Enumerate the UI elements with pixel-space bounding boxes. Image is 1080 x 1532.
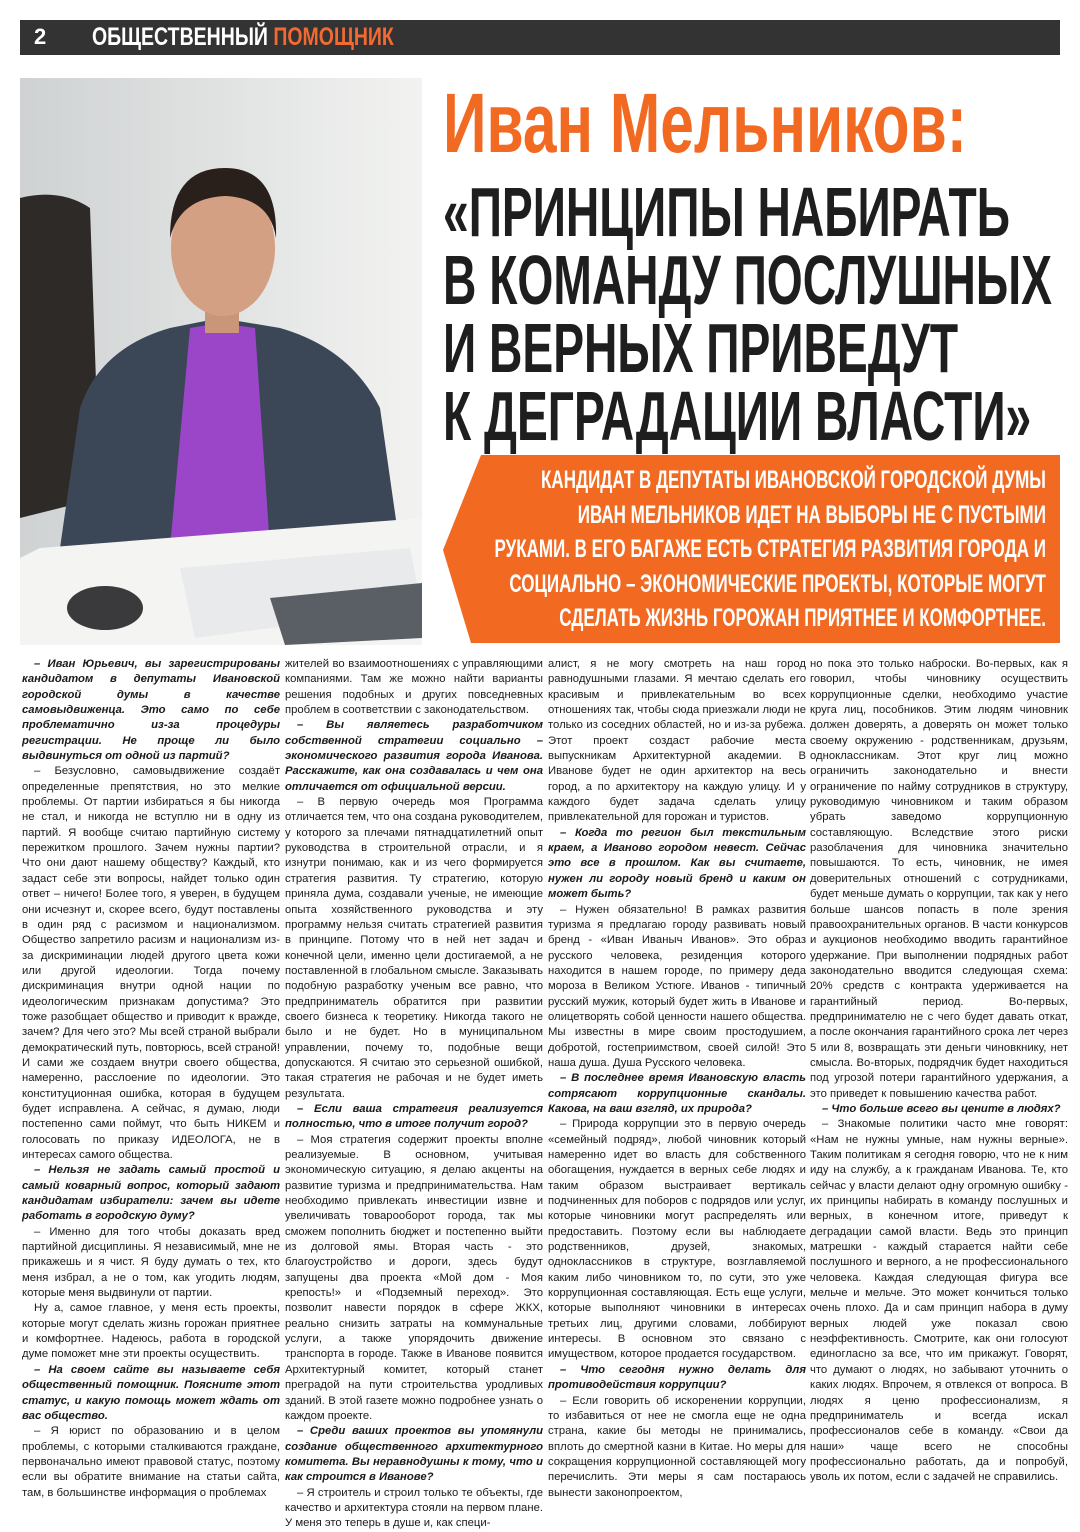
interview-answer: Ну а, самое главное, у меня есть проекты, которые могут сделать жизнь горожан приятнее и комфортнее. Надеюсь, работа в городской думе поможет мне эти проекты осуществить. [22,1302,280,1361]
headline-name: Иван Мельников: [443,76,967,170]
section-title-word1: ОБЩЕСТВЕННЫЙ [92,23,268,51]
interview-answer: – Безусловно, самовыдвижение создаёт определенные препятствия, но это мелкие проблемы. От партии избираться я бы никогда не стал, и никогда не вступлю ни в одну из партий. Я вообще считаю партийную систему пережитком прошлого. Зачем нужны партии? Что они дают нашему обществу? Каждый, кто задаст себе эти вопросы, найдет только один ответ – ничего! Более того, я уверен, в будущем они исчезнут и, скорее всего, будут поставлены в один ряд с расизмом и национализмом. Общество запретило расизм и национализм из-за дискриминации людей другого цвета кожи или другой идеологии. Тогда почему дискриминация внутри одной нации по идеологическим признакам допустима? Это тоже разобщает общество и приводит к вражде, зачем? Для чего это? Мы всей страной выбрали демократический путь, повторюсь, всей страной! И сами же создаем внутри своего общества, намеренно, расслоение по идеологии. Это конституционная ошибка, которая в будущем будет исправлена. А сейчас, я думаю, люди постепенно сами поймут, что быть НИКЕМ и голосовать по приказу ИДЕОЛОГА, не в интересах самого общества. [22,765,280,1161]
interview-question: – Нельзя не задать самый простой и самый коварный вопрос, который задают кандидатам избиратели: зачем вы идете работать в городскую думу? [22,1164,280,1223]
interview-question: – В последнее время Ивановскую власть сотрясают коррупционные скандалы. Какова, на ваш взгляд, их природа? [548,1072,806,1115]
interview-answer: – В первую очередь моя Программа отличается тем, что она создана руководителем, у которого за плечами пятнадцатилетний опыт руководства в строительной отрасли, и я изнутри понимаю, как и из чего формируется стратегия развития. Ту стратегию, которую приняла дума, создавали ученые, не имеющие опыта хозяйственного руководства и эту программу нельзя считать стратегией развития в принципе. Потому что в ней нет задач и конечной цели, именно цели достигаемой, а не поставленной в глобальном смысле. Заказывать подобную разработку ученым все равно, что предприниматель обратится при развитии своего бизнеса к теоретику. Никогда такого не было и не будет. Но в муниципальном управлении, почему то, подобные вещи допускаются. Я считаю это серьезной ошибкой, такая стратегия не рабочая и не будет иметь результата. [285,796,543,1100]
interview-answer: – Природа коррупции это в первую очередь «семейный подряд», любой чиновник который намеренно идет во власть для собственного обогащения, нуждается в верных себе людях и таким образом выстраивает вертикаль подчиненных для поборов с подрядов или услуг, которые чиновники могут распределять или предоставить. Поэтому если вы наблюдаете родственников, друзей, знакомых, одноклассников в структуре, возглавляемой каким либо чиновником то, по сути, это уже коррупционная составляющая. Есть еще услуги, которые выполняют чиновники в интересах третьих лиц, другими словами, лоббируют интересы. В основном это связано с имуществом, которое продается государством. [548,1118,806,1361]
interview-question: – Что больше всего вы цените в людях? [822,1102,1061,1115]
lead-line: РУКАМИ. В ЕГО БАГАЖЕ ЕСТЬ СТРАТЕГИЯ РАЗВИТИЯ ГОРОДА И [494,535,1046,563]
interview-question: – Вы являетесь разработчиком собственной стратегии социально – экономического развития города Иванова. Расскажите, как она создавалась и чем она отличается от официальной версии. [285,719,543,793]
section-title-word2: ПОМОЩНИК [273,23,394,51]
lead-line: КАНДИДАТ В ДЕПУТАТЫ ИВАНОВСКОЙ ГОРОДСКОЙ ДУМЫ [541,466,1046,494]
interview-answer: – Моя стратегия содержит проекты вполне реализуемые. В основном, учитывая экономическую ситуацию, я делаю акценты на развитие туризма и предпринимательства. Нам необходимо привлекать инвестиции извне и увеличивать товарооборот города, так мы сможем пополнить бюджет и постепенно выйти из долговой ямы. Вторая часть - это благоустройство и дороги, здесь будут запущены два проекта «Мой дом - Моя крепость!» и «Подземный переход». Это позволит навести порядок в сфере ЖКХ, реально снизить затраты на коммунальные услуги, а также упорядочить движение транспорта в городе. Также в Иванове появится Архитектурный комитет, который станет преградой на пути строительства уродливых зданий. В этой газете можно подробнее узнать о каждом проекте. [285,1133,543,1422]
headline-quote-line: В КОМАНДУ ПОСЛУШНЫХ [443,241,1052,319]
interview-answer: жителей во взаимоотношениях с управляющими компаниями. Там же можно найти варианты решения подобных и других повседневных проблем в соответствии с законодательством. [285,658,543,717]
interview-answer: алист, я не могу смотреть на наш город равнодушными глазами. Я мечтаю сделать его красивым и привлекательным во всех отношениях так, чтобы сюда приезжали люди не только из соседних областей, но и из-за рубежа. Этот проект создаст рабочие места выпускникам Архитектурной академии. В Иванове будет не один архитектор на весь город, а по архитектору на каждую улицу. И у каждого будет задача сделать улицу привлекательной для горожан и туристов. [548,658,806,824]
interview-question: – Иван Юрьевич, вы зарегистрированы кандидатом в депутаты Ивановской городской думы в качестве самовыдвиженца. Это само по себе проблематично из-за процедуры регистрации. Не проще ли было выдвинуться от одной из партий? [22,658,280,763]
interview-question: – Что сегодня нужно делать для противодействия коррупции? [548,1363,806,1392]
section-title [92,23,394,52]
headline-quote-line: И ВЕРНЫХ ПРИВЕДУТ [443,309,959,387]
interview-answer: – Я строитель и строил только те объекты, где качество и архитектура стояли на первом плане. У меня это теперь в душе и, как специ- [285,1486,543,1530]
computer-mouse [67,586,143,630]
article-column-1 [22,657,280,1505]
interview-answer: – Знакомые политики часто мне говорят: «Нам не нужны умные, нам нужны верные». Таким политикам я сегодня говорю, что не к ним иду на службу, а к гражданам Иванова. Те, кто сейчас у власти делают одну огромную ошибку - их принципы набирать в команду послушных и верных, в конечном итоге, приведут к деградации самой власти. Ведь это принцип матрешки - каждый старается найти себе послушного и верного, а не профессионального человека. Каждая следующая фигура все мельче и мельче. Это может кончиться только очень плохо. Да и сам принцип набора в думу верных людей уже показал свою неэффективность. Смотрите, как они голосуют единогласно за все, что им прикажут. Говорят, что думают о людях, но забывают уточнить о каких людях. Впрочем, я отвлекся от вопроса. В людях я ценю профессионализм, я предприниматель и всегда искал профессионалов себе в команду. «Свои да наши» чаще всего не способны профессионально работать, да и попробуй, уволь их потом, если с задачей не справились. [810,1118,1068,1484]
interview-question: – На своем сайте вы называете себя общественный помощник. Поясните этот статус, и какую помощь может ждать от вас общество. [22,1363,280,1422]
headline-quote-line: К ДЕГРАДАЦИИ ВЛАСТИ» [443,377,1032,455]
interview-question: – Если ваша стратегия реализуется полностью, что в итоге получит город? [285,1102,543,1131]
interview-question: – Среди ваших проектов вы упомянули создание общественного архитектурного комитета. Вы неравнодушны к тому, что и как строится в Иванове? [285,1425,543,1484]
page-number: 2 [34,24,47,49]
article-column-2 [285,657,543,1530]
lead-box [443,455,1060,643]
article-column-3 [548,657,806,1505]
lead-line: СОЦИАЛЬНО – ЭКОНОМИЧЕСКИЕ ПРОЕКТЫ, КОТОРЫЕ МОГУТ [509,569,1047,598]
lead-line: ИВАН МЕЛЬНИКОВ ИДЕТ НА ВЫБОРЫ НЕ С ПУСТЫМИ [577,500,1046,529]
article-column-4 [810,657,1068,1505]
section-header-bar [20,20,1060,55]
headline-quote-line: «ПРИНЦИПЫ НАБИРАТЬ [443,173,1010,251]
interview-question: – Когда то регион был текстильным краем, а Иваново городом невест. Сейчас это все в прошлом. Как вы считаете, нужен ли городу новый бренд и каким он может быть? [548,826,806,901]
interview-answer: – Именно для того чтобы доказать вред партийной дисциплины. Я независимый, мне не прикажешь и я чист. Я буду думать о тех, кто меня избрал, а не о том, как угодить людям, которые меня выдвинули от партии. [22,1225,280,1300]
interview-answer: – Я юрист по образованию и в целом проблемы, с которыми сталкиваются граждане, первоначально имеют правовой статус, поэтому если вы обратите внимание на статьи сайта, там, в большинстве информация о проблемах [22,1425,280,1499]
interview-answer: – Если говорить об искоренении коррупции, то избавиться от нее не смогла еще не одна страна, какие бы методы не принимались, вплоть до смертной казни в Китае. Но меры для сокращения коррупционной составляющей могу перечислить. Эти меры я сам постараюсь вынести законопроектом, [548,1394,806,1499]
lead-line: СДЕЛАТЬ ЖИЗНЬ ГОРОЖАН ПРИЯТНЕЕ И КОМФОРТНЕЕ. [559,604,1046,632]
interview-answer: но пока это только наброски. Во-первых, как я говорил, чтобы чиновнику осуществить коррупционные сделки, необходимо участие круга лиц, пособников. Этим людям чиновник должен доверять, а доверять он может только своему окружению - родственникам, друзьям, одноклассникам. Этот круг лиц можно ограничить законодательно и внести ограничение по найму сотрудников в структуру, руководимую чиновником и таким образом убрать заведомо коррупционную составляющую. Вследствие этого риски разоблачения для чиновника значительно повышаются. То есть, чиновник, не имея доверительных отношений с сотрудниками, будет меньше думать о коррупции, так как у него больше шансов попасть в поле зрения правоохранительных органов. В части конкурсов и аукционов необходимо вводить гарантийное удержание. При выполнении подрядных работ законодательно вводится следующая схема: 20% средств с контракта удерживается на гарантийный период. Во-первых, предпринимателю не с чего будет давать откат, а после окончания гарантийного срока лет через 5 или 8, возвращать эти деньги чиновкнику, нет смысла. Во-вторых, подрядчик будет находиться под угрозой потери гарантийного удержания, а это приведет к повышению качества работ. [810,658,1068,1100]
interview-answer: – Нужен обязательно! В рамках развития туризма я предлагаю городу развивать новый бренд - «Иван Иваныч Иванов». Это образ русского человека, резиденция которого находится в нашем городе, по примеру деда мороза в Великом Устюге. Иванов - типичный русский мужик, который будет жить в Иванове и олицетворять собой ценности нашего общества. Мы известны в мире своим простодушием, добротой, гостеприимством, своей силой! Это наша душа. Душа Русского человека. [548,903,806,1069]
